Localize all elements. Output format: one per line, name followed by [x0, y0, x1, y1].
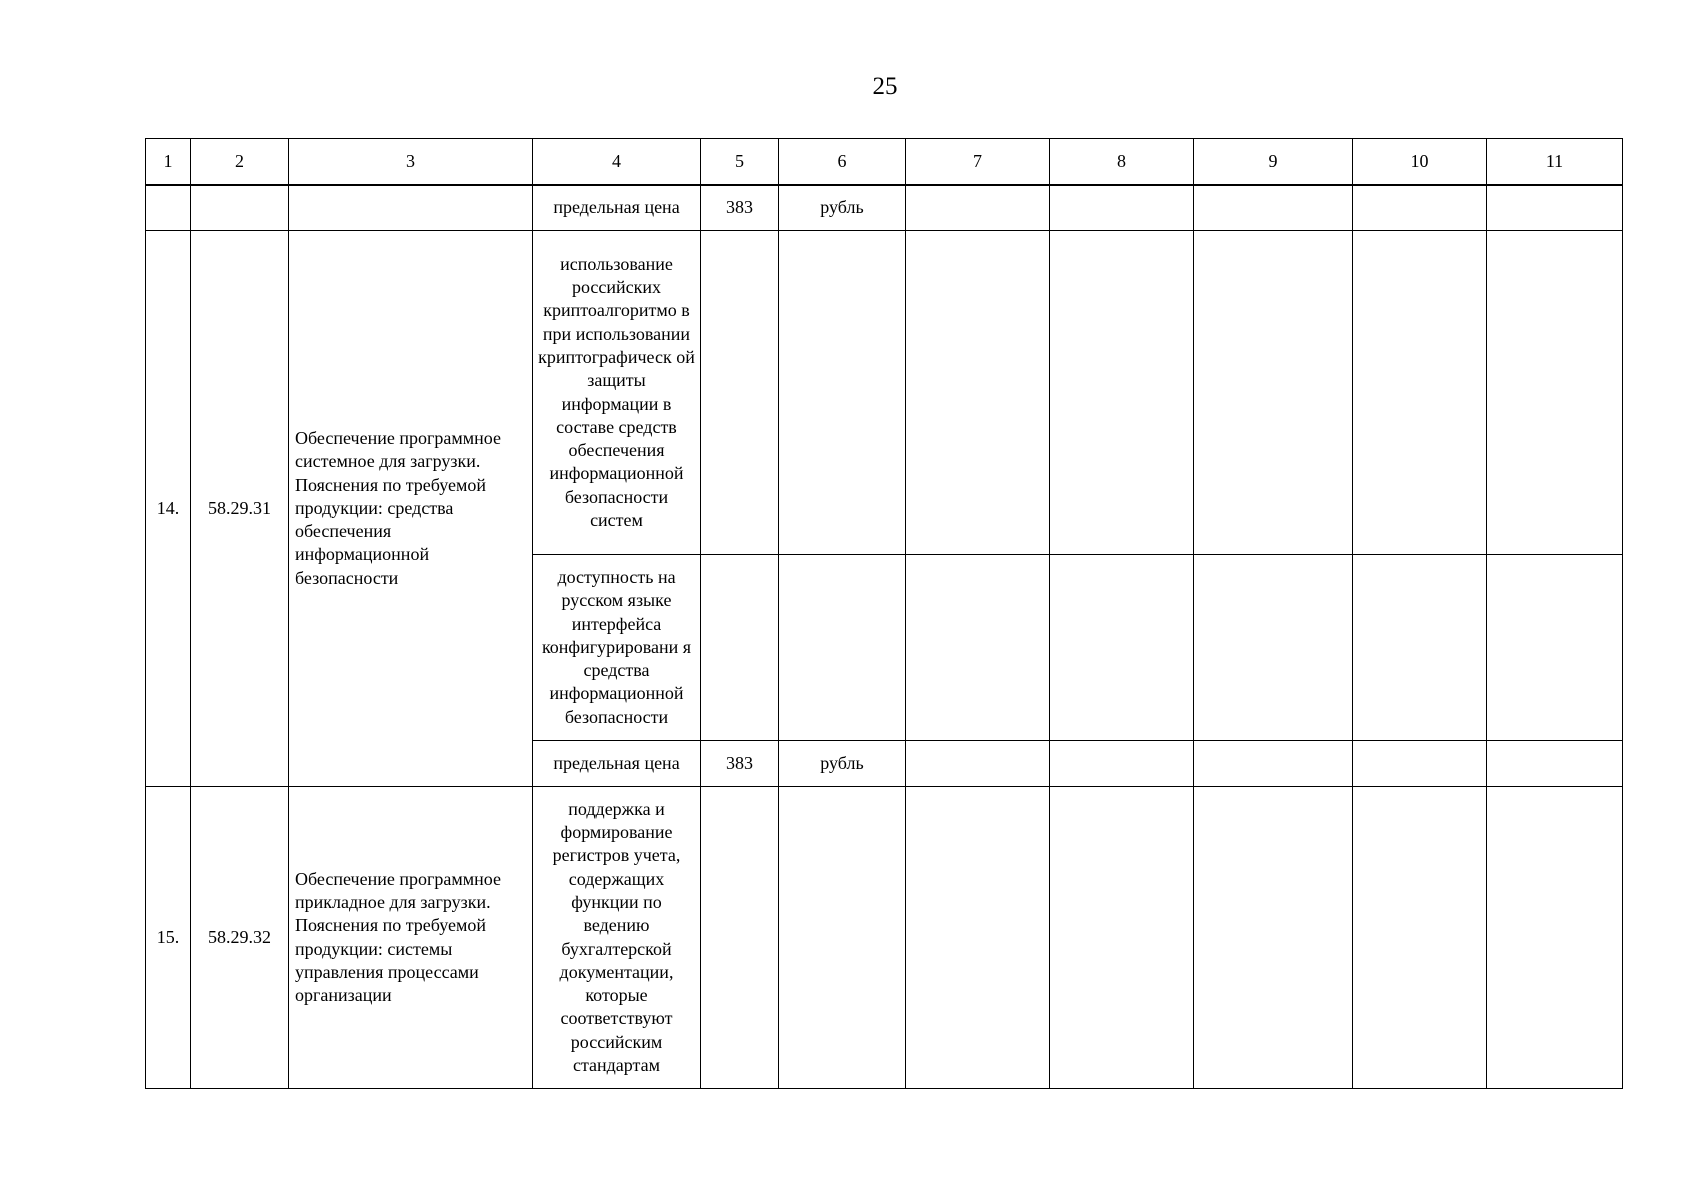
- cell-empty: [1353, 185, 1487, 231]
- table-row-item-15: [146, 787, 1623, 1089]
- cell-empty: [1050, 555, 1194, 741]
- column-header: 11: [1487, 139, 1623, 185]
- cell-empty: [1353, 787, 1487, 1089]
- table-row-item-14: [146, 231, 1623, 555]
- cell-empty: [701, 231, 779, 555]
- cell-unit-name: рубль: [779, 741, 906, 787]
- cell-empty: [779, 231, 906, 555]
- cell-empty: [1353, 741, 1487, 787]
- cell-empty: [1487, 231, 1623, 555]
- cell-unit-code: 383: [701, 741, 779, 787]
- cell-okpd-code: 58.29.31: [191, 231, 289, 787]
- cell-empty: [1050, 185, 1194, 231]
- table-row-continuation: [146, 185, 1623, 231]
- cell-item-number: 15.: [146, 787, 191, 1089]
- cell-okpd-code: 58.29.32: [191, 787, 289, 1089]
- cell-characteristic: предельная цена: [533, 185, 701, 231]
- cell-empty: [289, 185, 533, 231]
- cell-empty: [906, 741, 1050, 787]
- column-header: 2: [191, 139, 289, 185]
- cell-empty: [1194, 231, 1353, 555]
- cell-unit-name: рубль: [779, 185, 906, 231]
- cell-empty: [1353, 231, 1487, 555]
- column-header: 3: [289, 139, 533, 185]
- cell-empty: [1487, 555, 1623, 741]
- column-header: 10: [1353, 139, 1487, 185]
- cell-empty: [701, 787, 779, 1089]
- column-header: 4: [533, 139, 701, 185]
- cell-characteristic: поддержка и формирование регистров учета, содержащих функции по ведению бухгалтерской документации, которые соответствуют российским стандартам: [533, 787, 701, 1089]
- cell-empty: [1050, 231, 1194, 555]
- cell-empty: [906, 231, 1050, 555]
- cell-empty: [1050, 787, 1194, 1089]
- cell-empty: [1194, 185, 1353, 231]
- cell-empty: [146, 185, 191, 231]
- cell-empty: [906, 555, 1050, 741]
- cell-empty: [1194, 787, 1353, 1089]
- cell-item-number: 14.: [146, 231, 191, 787]
- column-header: 7: [906, 139, 1050, 185]
- cell-empty: [1487, 185, 1623, 231]
- cell-empty: [1487, 741, 1623, 787]
- cell-empty: [779, 787, 906, 1089]
- column-header: 9: [1194, 139, 1353, 185]
- cell-empty: [701, 555, 779, 741]
- cell-empty: [779, 555, 906, 741]
- cell-empty: [1050, 741, 1194, 787]
- document-table: [145, 138, 1623, 1089]
- cell-product-name: Обеспечение программное системное для загрузки. Пояснения по требуемой продукции: средства обеспечения информационной безопасности: [289, 231, 533, 787]
- cell-empty: [1194, 555, 1353, 741]
- cell-characteristic: предельная цена: [533, 741, 701, 787]
- cell-empty: [1487, 787, 1623, 1089]
- cell-empty: [906, 787, 1050, 1089]
- column-header: 1: [146, 139, 191, 185]
- cell-empty: [1353, 555, 1487, 741]
- table-header-row: [146, 139, 1623, 185]
- cell-characteristic: использование российских криптоалгоритмо в при использовании криптографическ ой защиты информации в составе средств обеспечения информационной безопасности систем: [533, 231, 701, 555]
- page-number: 25: [872, 73, 898, 100]
- cell-empty: [1194, 741, 1353, 787]
- cell-empty: [191, 185, 289, 231]
- cell-characteristic: доступность на русском языке интерфейса конфигурировани я средства информационной безопасности: [533, 555, 701, 741]
- cell-unit-code: 383: [701, 185, 779, 231]
- column-header: 8: [1050, 139, 1194, 185]
- column-header: 6: [779, 139, 906, 185]
- cell-product-name: Обеспечение программное прикладное для загрузки. Пояснения по требуемой продукции: системы управления процессами организации: [289, 787, 533, 1089]
- cell-empty: [906, 185, 1050, 231]
- column-header: 5: [701, 139, 779, 185]
